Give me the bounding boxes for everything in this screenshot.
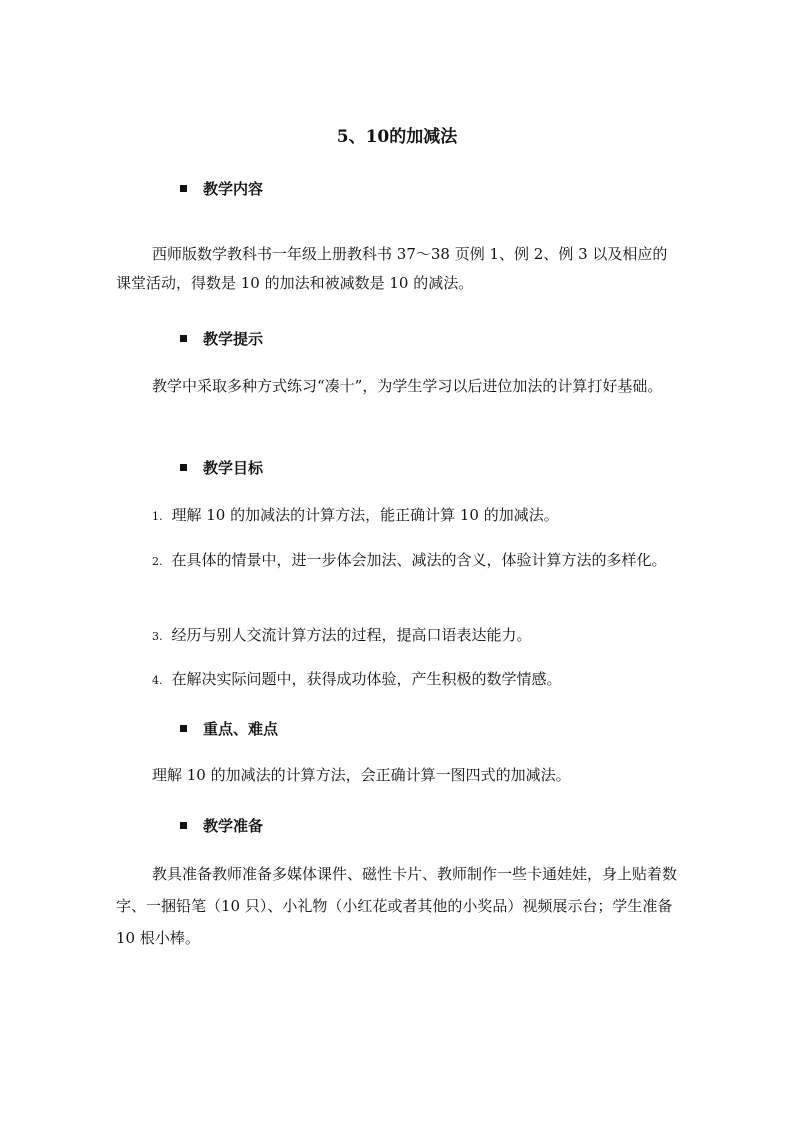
section-heading-hint bbox=[180, 328, 263, 349]
goal-item-text: 在具体的情景中，进一步体会加法、减法的含义，体验计算方法的多样化。 bbox=[171, 551, 667, 569]
goal-item bbox=[116, 665, 682, 695]
section-heading-label: 教学目标 bbox=[203, 459, 264, 477]
goal-item bbox=[116, 546, 682, 576]
section-prep-text: 教具准备教师准备多媒体课件、磁性卡片、教师制作一些卡通娃娃，身上贴着数字、一捆铅笔（10 只）、小礼物（小红花或者其他的小奖品）视频展示台；学生准备 10 根小棒。 bbox=[116, 865, 678, 947]
page-title: 5、10的加减法 bbox=[336, 127, 458, 147]
section-heading-label: 教学内容 bbox=[203, 180, 264, 198]
section-heading-keypoints bbox=[180, 718, 278, 739]
section-content-text: 西师版数学教科书一年级上册教科书 37～38 页例 1、例 2、例 3 以及相应的课堂活动，得数是 10 的加法和被减数是 10 的减法。 bbox=[116, 245, 668, 292]
square-bullet-icon bbox=[180, 185, 187, 192]
goal-item-text: 理解 10 的加减法的计算方法，能正确计算 10 的加减法。 bbox=[171, 506, 559, 524]
goal-item-text: 在解决实际问题中，获得成功体验，产生积极的数学情感。 bbox=[171, 670, 562, 688]
square-bullet-icon bbox=[180, 464, 187, 471]
square-bullet-icon bbox=[180, 335, 187, 342]
goal-item-text: 经历与别人交流计算方法的过程，提高口语表达能力。 bbox=[171, 626, 532, 644]
section-heading-content bbox=[180, 178, 263, 199]
goal-item bbox=[116, 501, 682, 531]
section-heading-goals bbox=[180, 457, 263, 478]
goal-item-number: 2. bbox=[152, 555, 163, 568]
square-bullet-icon bbox=[180, 822, 187, 829]
section-heading-label: 教学提示 bbox=[203, 330, 264, 348]
goal-item-number: 1. bbox=[152, 510, 163, 523]
goal-item-number: 3. bbox=[152, 630, 163, 643]
section-heading-label: 教学准备 bbox=[203, 817, 264, 835]
section-heading-label: 重点、难点 bbox=[203, 720, 279, 738]
goal-item-number: 4. bbox=[152, 674, 163, 687]
section-hint-text: 教学中采取多种方式练习“凑十”，为学生学习以后进位加法的计算打好基础。 bbox=[152, 377, 663, 395]
section-heading-prep bbox=[180, 815, 263, 836]
goal-item bbox=[116, 621, 682, 651]
square-bullet-icon bbox=[180, 725, 187, 732]
section-keypoints-text: 理解 10 的加减法的计算方法，会正确计算一图四式的加减法。 bbox=[152, 766, 571, 784]
